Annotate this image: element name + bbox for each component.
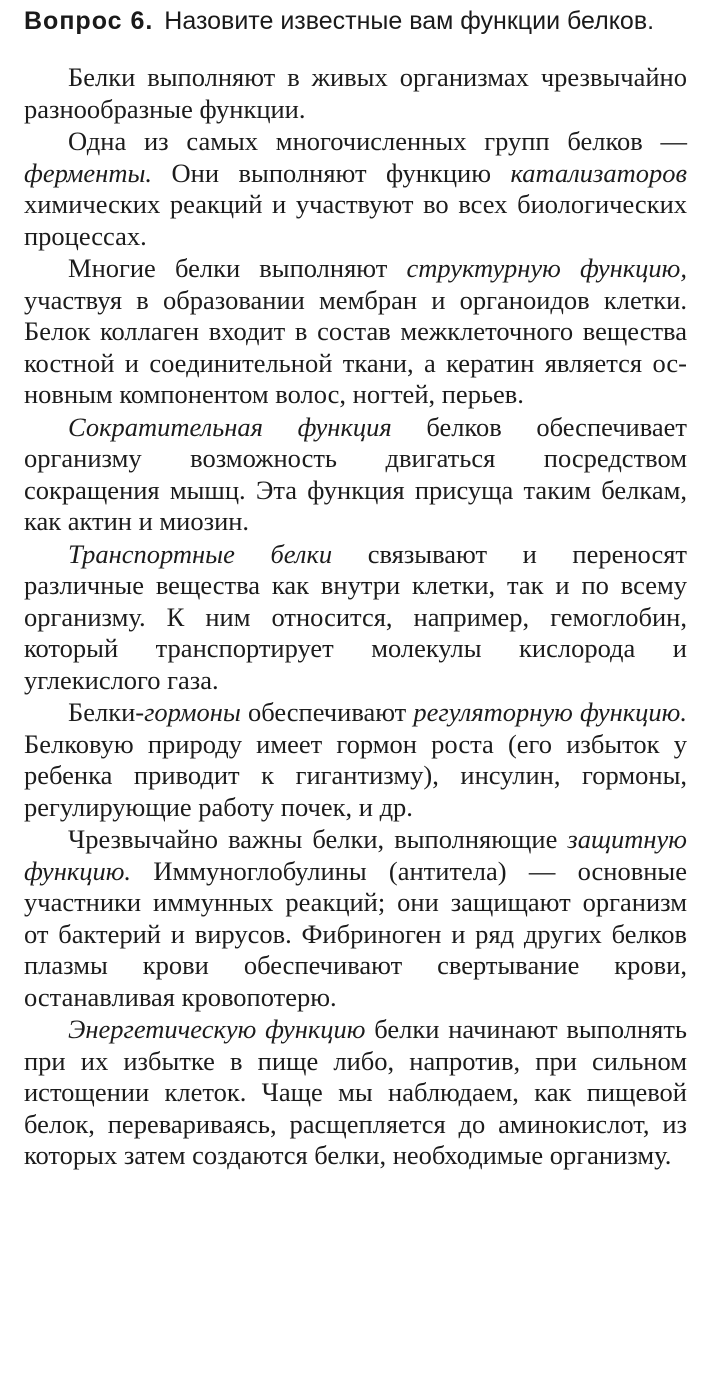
emphasized-term: ферменты. <box>24 157 153 188</box>
emphasized-term: Сократительная функция <box>68 411 392 442</box>
answer-paragraph <box>24 126 687 252</box>
text-run: участвуя в образовании мембран и органоидов клетки. Белок коллаген входит в состав межклеточного вещества костной и соединительной ткани, а кератин является основным компонентом волос, ногтей, перьев. <box>24 284 687 409</box>
text-run: Одна из самых многочисленных групп белков — <box>68 126 687 156</box>
text-run: химических реакций и участвуют во всех биологических процессах. <box>24 189 687 251</box>
text-run: Белки- <box>68 697 145 727</box>
text-run: Чрезвычайно важны белки, выполняющие <box>68 824 568 854</box>
answer-paragraph <box>24 697 687 823</box>
text-run: белков обеспечивает организму возможность двигаться посредством сокращения мышц. Эта функция присуща таким белкам, как актин и миозин. <box>24 411 688 536</box>
emphasized-term: Энергетическую функцию <box>68 1014 366 1044</box>
text-run: связывают и переносят различные вещества как внутри клетки, так и по всему организму. К ним относится, например, гемоглобин, который транспортирует молекулы кислорода и углекислого газа. <box>24 538 687 695</box>
text-run: Многие белки выполняют <box>68 253 407 283</box>
emphasized-term: структурную функцию, <box>406 253 687 283</box>
answer-paragraph <box>24 1014 687 1172</box>
answer-paragraph <box>24 539 687 697</box>
text-run: Они выполняют функцию <box>152 157 511 188</box>
text-run: белки начинают выполнять при их избытке в пище либо, напротив, при сильном истощении клеток. Чаще мы наблюдаем, как пищевой белок, перевариваясь, расщепляется до аминокислот, из которых затем создаются белки, необходимые организму. <box>24 1014 687 1170</box>
emphasized-term: Транспортные белки <box>68 538 333 569</box>
text-run: Белки выполняют в живых организмах чрезвычайно разнообразные функции. <box>24 62 687 124</box>
answer-paragraph <box>24 62 687 125</box>
question-label: Вопрос 6. <box>24 7 154 35</box>
answer-paragraph <box>24 253 687 411</box>
answer-paragraph <box>24 824 687 1013</box>
text-run: Иммуноглобулины (антитела) — основные участники иммунных реакций; они защищают организм от бактерий и вирусов. Фибриноген и ряд других белков плазмы крови обеспечивают свертывание крови, останавливая кровопотерю. <box>24 855 687 1012</box>
text-run: обеспечивают <box>240 697 414 727</box>
answer-paragraph <box>24 412 687 538</box>
emphasized-term: защитную функцию. <box>24 824 687 886</box>
question-heading <box>24 4 687 39</box>
emphasized-term: гормоны <box>144 697 241 727</box>
answer-text <box>24 62 687 1172</box>
emphasized-term: катализаторов <box>510 157 687 188</box>
question-text: Назовите известные вам функции белков. <box>164 7 655 35</box>
emphasized-term: регуляторную функцию. <box>413 697 687 727</box>
text-run: Белковую природу имеет гормон роста (его избыток у ребенка приводит к гигантизму), инсулин, гормоны, регулирующие работу почек, и др. <box>24 728 687 822</box>
